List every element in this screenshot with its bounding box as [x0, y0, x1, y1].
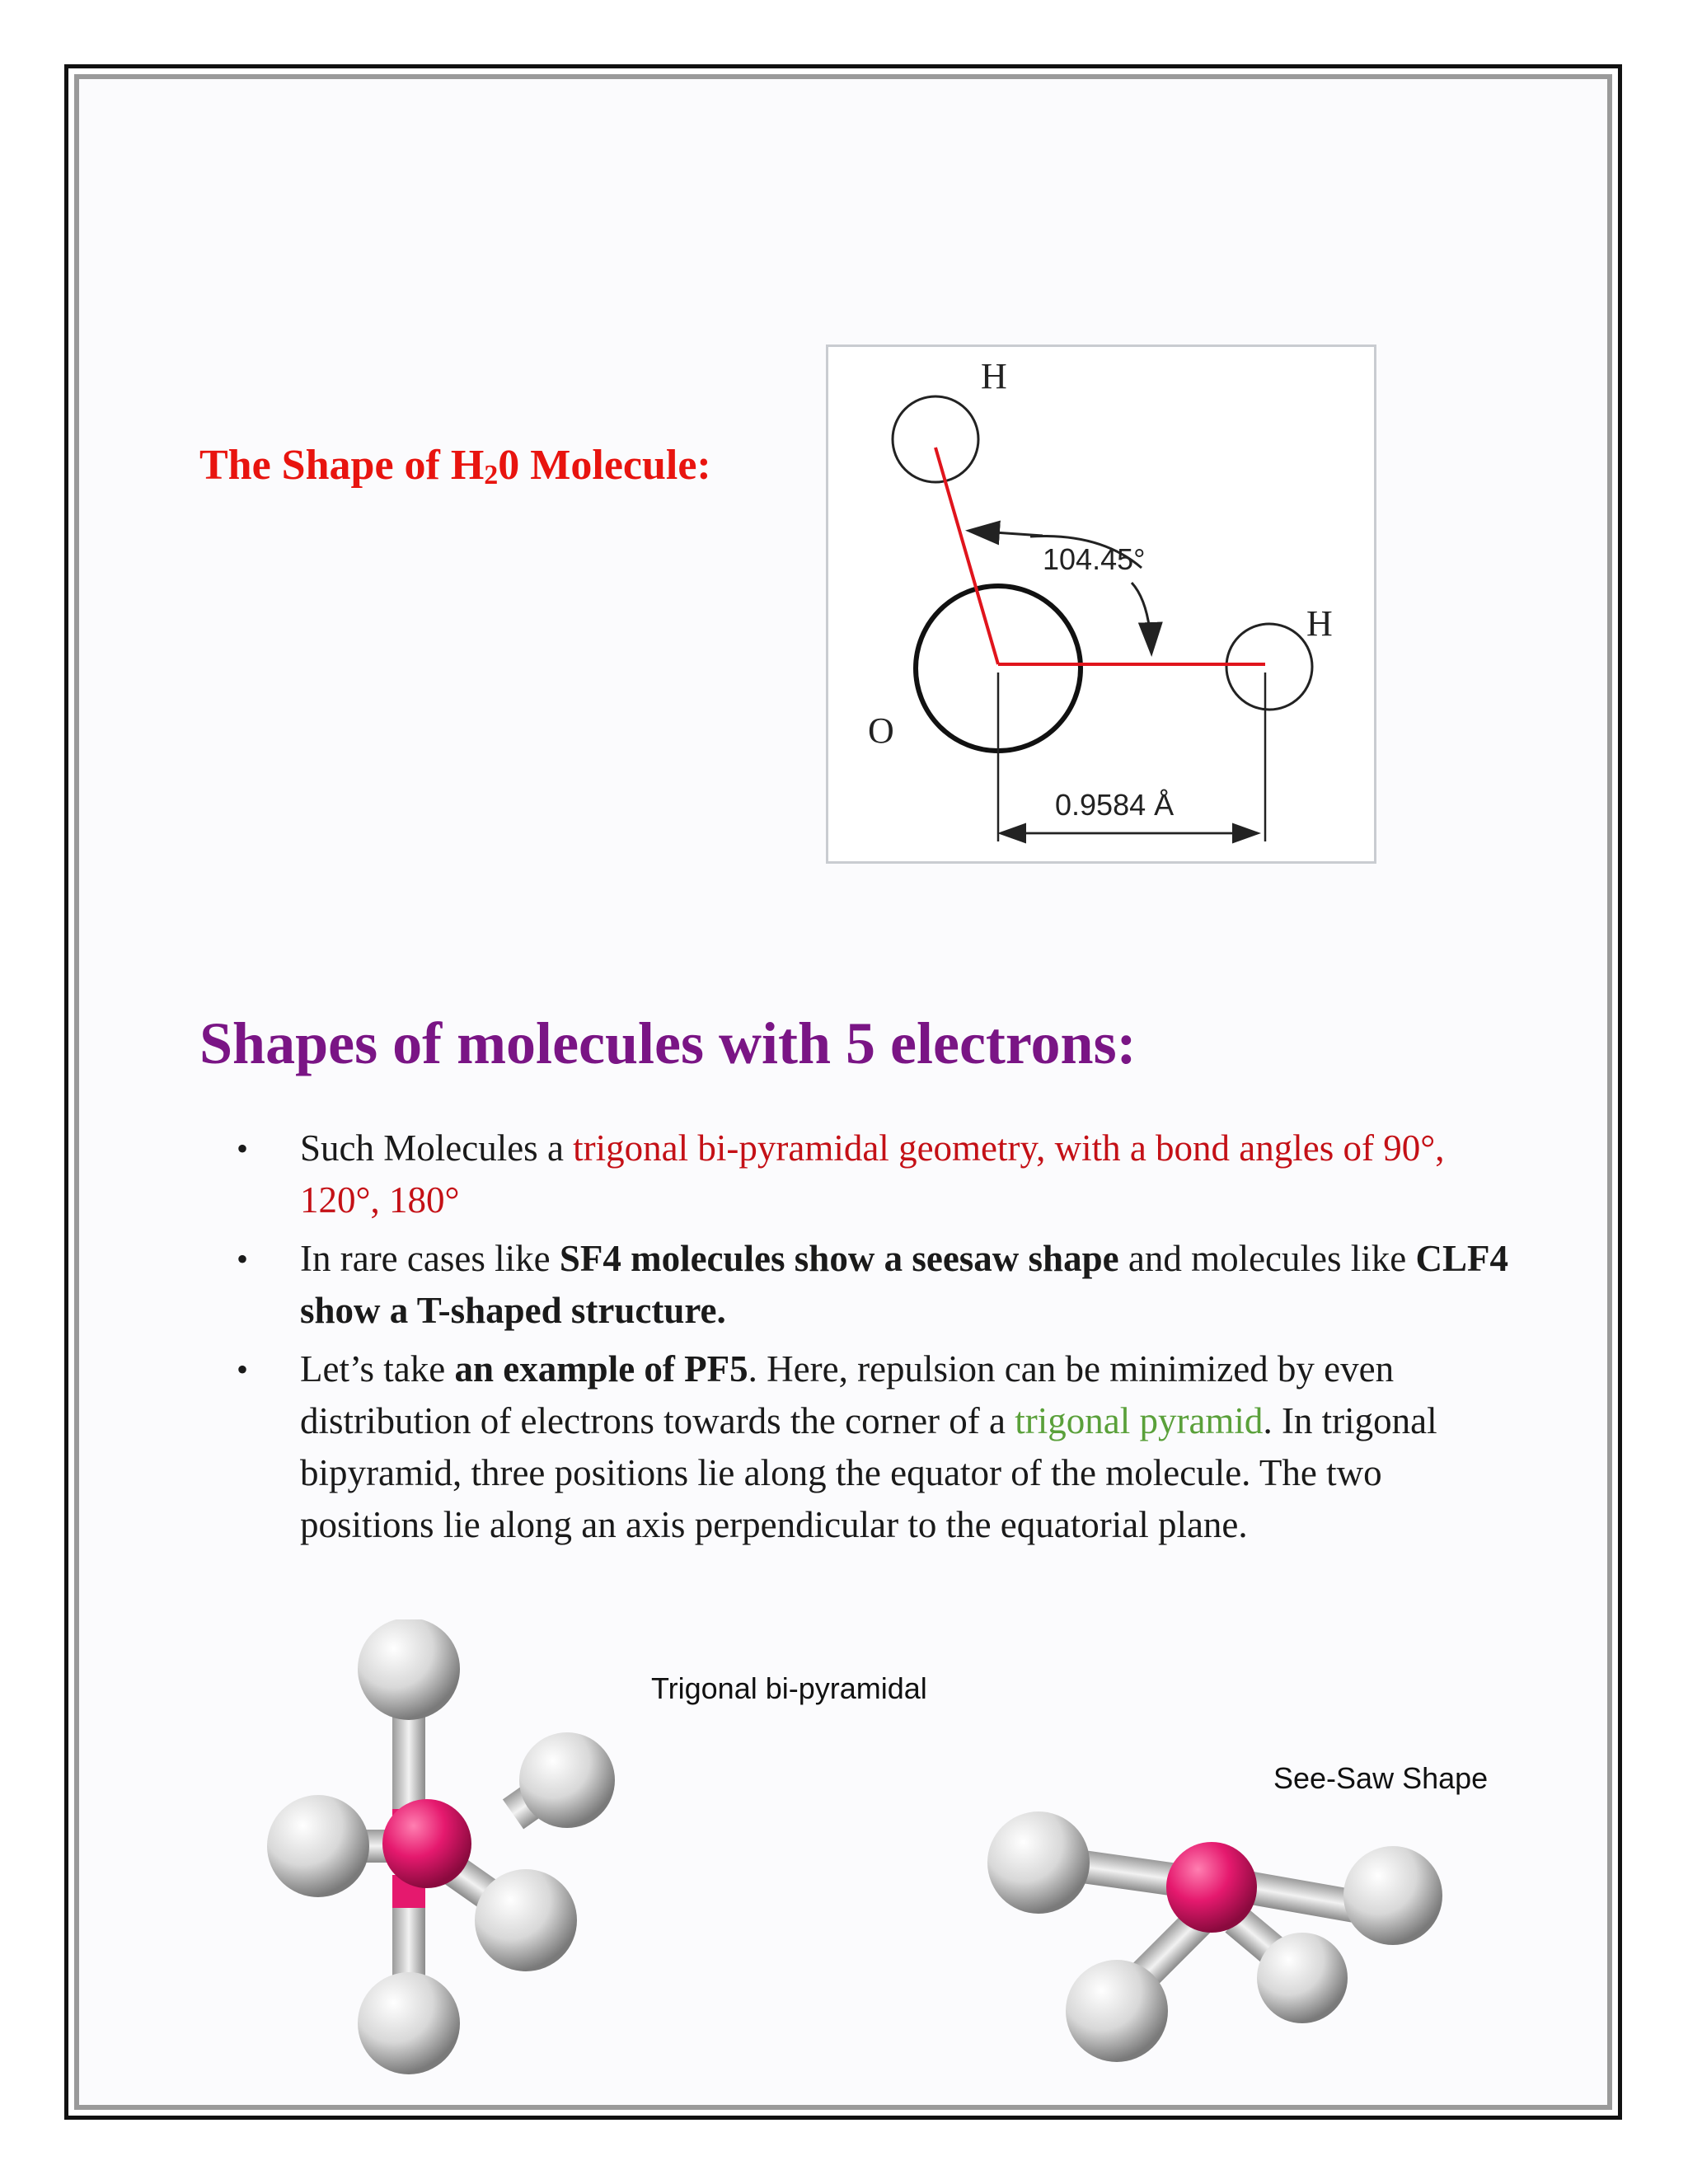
bond-top [935, 448, 998, 664]
angle-arrow-top [970, 531, 1043, 536]
trigonal-bipyramidal-model [262, 1619, 691, 2081]
label-o: O [868, 710, 894, 751]
atom-ball [1343, 1846, 1442, 1945]
hydrogen-top-atom [893, 396, 978, 482]
section-heading: Shapes of molecules with 5 electrons: [199, 1010, 1137, 1076]
atom-ball [267, 1795, 369, 1897]
h2o-diagram-svg [828, 347, 1374, 861]
center-atom [382, 1799, 471, 1888]
atom-ball [1257, 1933, 1348, 2023]
angle-arrow-right [1132, 583, 1151, 652]
atom-ball [987, 1811, 1090, 1914]
label-h-top: H [981, 356, 1007, 396]
seesaw-model [981, 1797, 1459, 2077]
atom-ball [475, 1869, 577, 1971]
label-angle: 104.45° [1043, 542, 1146, 576]
hydrogen-right-atom [1226, 624, 1312, 710]
atom-ball [358, 1619, 460, 1720]
bullet-item: • In rare cases like SF4 molecules show a seesaw shape and molecules like CLF4 show a T-shaped structure. [199, 1233, 1518, 1337]
caption-trigonal: Trigonal bi-pyramidal [651, 1671, 927, 1705]
h2o-diagram [826, 344, 1376, 864]
atom-ball [519, 1732, 615, 1828]
center-atom [1166, 1842, 1257, 1933]
atom-ball [1066, 1960, 1168, 2062]
bullet-item: • Let’s take an example of PF5. Here, repulsion can be minimized by even distribution of electrons towards the corner of a trigonal pyramid. In trigonal bipyramid, three positions lie along the equator of the molecule. The two positions lie along an axis perpendicular to the equatorial plane. [199, 1343, 1518, 1551]
label-h-right: H [1306, 603, 1333, 644]
atom-ball [358, 1972, 460, 2074]
caption-seesaw: See-Saw Shape [1273, 1761, 1489, 1795]
bullet-item: • Such Molecules a trigonal bi-pyramidal geometry, with a bond angles of 90°, 120°, 180° [199, 1122, 1518, 1226]
h2o-title: The Shape of $H_20$ Molecule: [199, 442, 711, 490]
bullet-list [199, 1122, 1518, 1558]
label-length: 0.9584 Å [1055, 788, 1175, 822]
